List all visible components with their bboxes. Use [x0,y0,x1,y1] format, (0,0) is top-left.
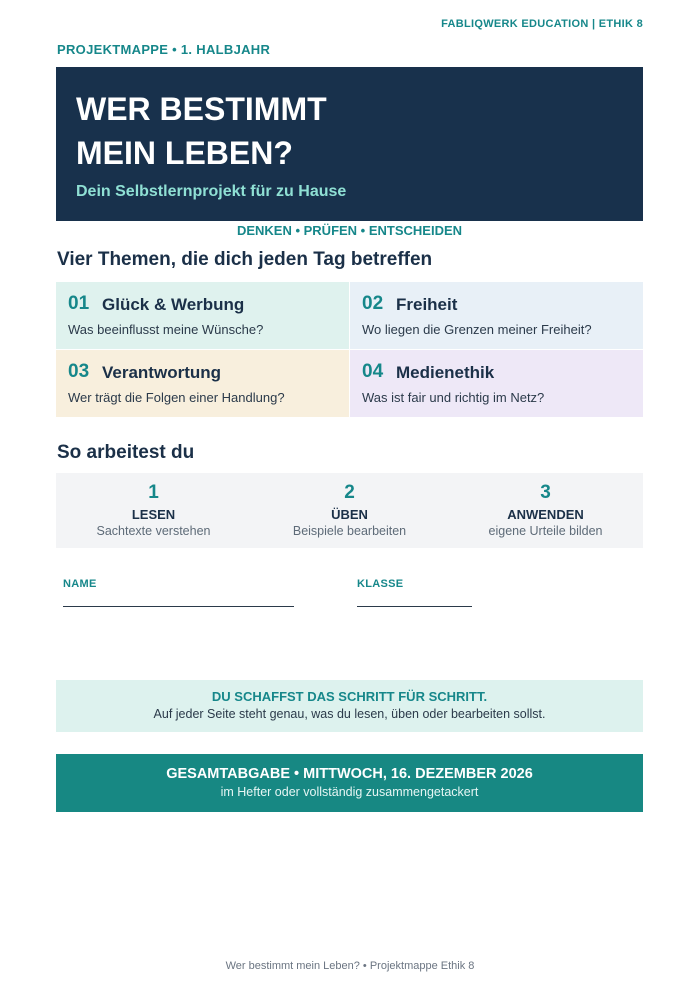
topic-number: 04 [362,361,384,382]
step-description: Beispiele bearbeiten [292,524,407,538]
step-title: ANWENDEN [507,507,584,522]
method-heading: So arbeitest du [57,442,195,463]
step-title: ÜBEN [331,507,368,522]
hero-banner [56,67,643,221]
step-number: 3 [540,482,551,503]
topic-question: Was ist fair und richtig im Netz? [362,390,545,405]
topic-title: Medienethik [396,363,495,382]
step-title: LESEN [131,507,176,522]
step-description: eigene Urteile bilden [488,524,603,538]
step-practice [252,473,447,548]
topic-number: 03 [68,361,90,382]
step-read [56,473,251,548]
deadline-title: GESAMTABGABE • MITTWOCH, 16. DEZEMBER 2026 [166,766,533,782]
topic-tile-2 [350,282,643,349]
topic-tile-3 [56,350,349,417]
step-apply [448,473,643,548]
topic-title: Glück & Werbung [102,295,245,314]
title-line-1: WER BESTIMMT [76,91,327,127]
class-field[interactable] [357,606,472,607]
topic-number: 01 [68,293,90,314]
step-number: 1 [148,482,159,503]
topic-tile-4 [350,350,643,417]
page-subtitle: Dein Selbstlernprojekt für zu Hause [76,183,347,200]
topics-heading: Vier Themen, die dich jeden Tag betreffen [57,249,433,270]
section-label: PROJEKTMAPPE • 1. HALBJAHR [57,42,271,57]
title-line-2: MEIN LEBEN? [76,135,293,171]
method-steps [56,473,643,548]
encouragement-box [56,680,643,732]
step-description: Sachtexte verstehen [96,524,211,538]
topic-question: Was beeinflusst meine Wünsche? [68,322,264,337]
tagline: DENKEN • PRÜFEN • ENTSCHEIDEN [236,223,463,238]
topic-number: 02 [362,293,384,314]
deadline-banner [56,754,643,812]
topic-title: Verantwortung [102,363,222,382]
page-title [76,87,616,175]
step-number: 2 [344,482,355,503]
topic-question: Wer trägt die Folgen einer Handlung? [68,390,285,405]
topic-title: Freiheit [396,295,458,314]
name-field[interactable] [63,606,294,607]
page-footer: Wer bestimmt mein Leben? • Projektmappe Ethik 8 [225,960,475,972]
name-label: NAME [63,578,97,590]
encouragement-title: DU SCHAFFST DAS SCHRITT FÜR SCHRITT. [211,689,488,704]
encouragement-text: Auf jeder Seite steht genau, was du lesen, üben oder bearbeiten sollst. [153,707,546,721]
topic-question: Wo liegen die Grenzen meiner Freiheit? [362,322,592,337]
topic-tile-1 [56,282,349,349]
deadline-text: im Hefter oder vollständig zusammengetackert [220,785,479,799]
publisher-label: FABLIQWERK EDUCATION | ETHIK 8 [441,18,643,30]
class-label: KLASSE [357,578,404,590]
